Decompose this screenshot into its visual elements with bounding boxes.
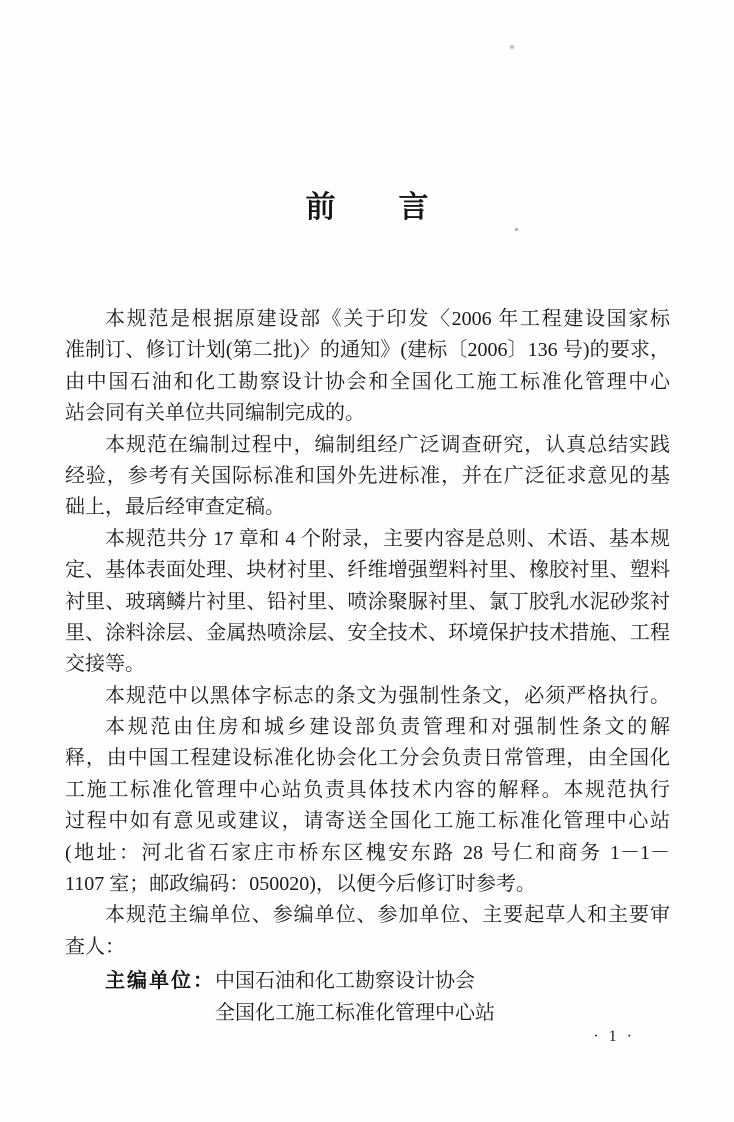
text-line: 过程中如有意见或建议，请寄送全国化工施工标准化管理中心站: [65, 810, 670, 833]
text-line: 本规范共分 17 章和 4 个附录，主要内容是总则、术语、基本规: [105, 527, 670, 550]
scan-speck: [515, 228, 518, 231]
text-line: 由中国石油和化工勘察设计协会和全国化工施工标准化管理中心: [65, 370, 670, 393]
text-line: 衬里、玻璃鳞片衬里、铅衬里、喷涂聚脲衬里、氯丁胶乳水泥砂浆衬: [65, 590, 670, 613]
text-line: 定、基体表面处理、块材衬里、纤维增强塑料衬里、橡胶衬里、塑料: [65, 559, 670, 582]
paragraph: [65, 712, 670, 900]
text-line: 交接等。: [65, 653, 145, 676]
paragraphs-container: [65, 304, 670, 963]
paragraph: [65, 430, 670, 524]
chief-editor-unit-label: 主编单位：: [105, 970, 215, 993]
text-line: 释，由中国工程建设标准化协会化工分会负责日常管理，由全国化: [65, 747, 670, 770]
credits-row-org-2: [65, 998, 670, 1029]
chief-editor-org-1: 中国石油和化工勘察设计协会: [215, 970, 475, 993]
text-line: 础上，最后经审查定稿。: [65, 496, 285, 519]
paragraph: [65, 900, 670, 963]
text-line: (地址：河北省石家庄市桥东区槐安东路 28 号仁和商务 1－1－: [65, 841, 670, 864]
text-line: 本规范是根据原建设部《关于印发〈2006 年工程建设国家标: [105, 308, 670, 330]
text-line: 准制订、修订计划(第二批)〉的通知》(建标〔2006〕136 号)的要求，: [65, 339, 670, 362]
paragraph: [65, 304, 670, 430]
text-line: 经验，参考有关国际标准和国外先进标准，并在广泛征求意见的基: [65, 464, 670, 487]
page-title: 前 言: [305, 191, 430, 224]
paragraph: [65, 524, 670, 681]
chief-editor-org-2: 全国化工施工标准化管理中心站: [215, 1001, 495, 1024]
page-number: · 1 ·: [593, 1028, 635, 1045]
text-line: 本规范由住房和城乡建设部负责管理和对强制性条文的解: [105, 716, 670, 739]
text-line: 查人：: [65, 935, 125, 958]
scan-speck: [510, 45, 514, 49]
text-line: 工施工标准化管理中心站负责具体技术内容的解释。本规范执行: [65, 778, 670, 801]
text-line: 本规范在编制过程中，编制组经广泛调查研究，认真总结实践: [105, 433, 670, 456]
credits-row-chief-editor: [65, 966, 670, 997]
text-line: 里、涂料涂层、金属热喷涂层、安全技术、环境保护技术措施、工程: [65, 621, 670, 644]
text-line: 本规范中以黑体字标志的条文为强制性条文，必须严格执行。: [105, 684, 670, 707]
text-line: 本规范主编单位、参编单位、参加单位、主要起草人和主要审: [105, 904, 670, 927]
paragraph: [65, 681, 670, 712]
text-line: 1107 室；邮政编码：050020)，以便今后修订时参考。: [65, 873, 536, 896]
text-line: 站会同有关单位共同编制完成的。: [65, 402, 365, 425]
document-body: [65, 304, 670, 1029]
credits-block: [65, 966, 670, 1029]
